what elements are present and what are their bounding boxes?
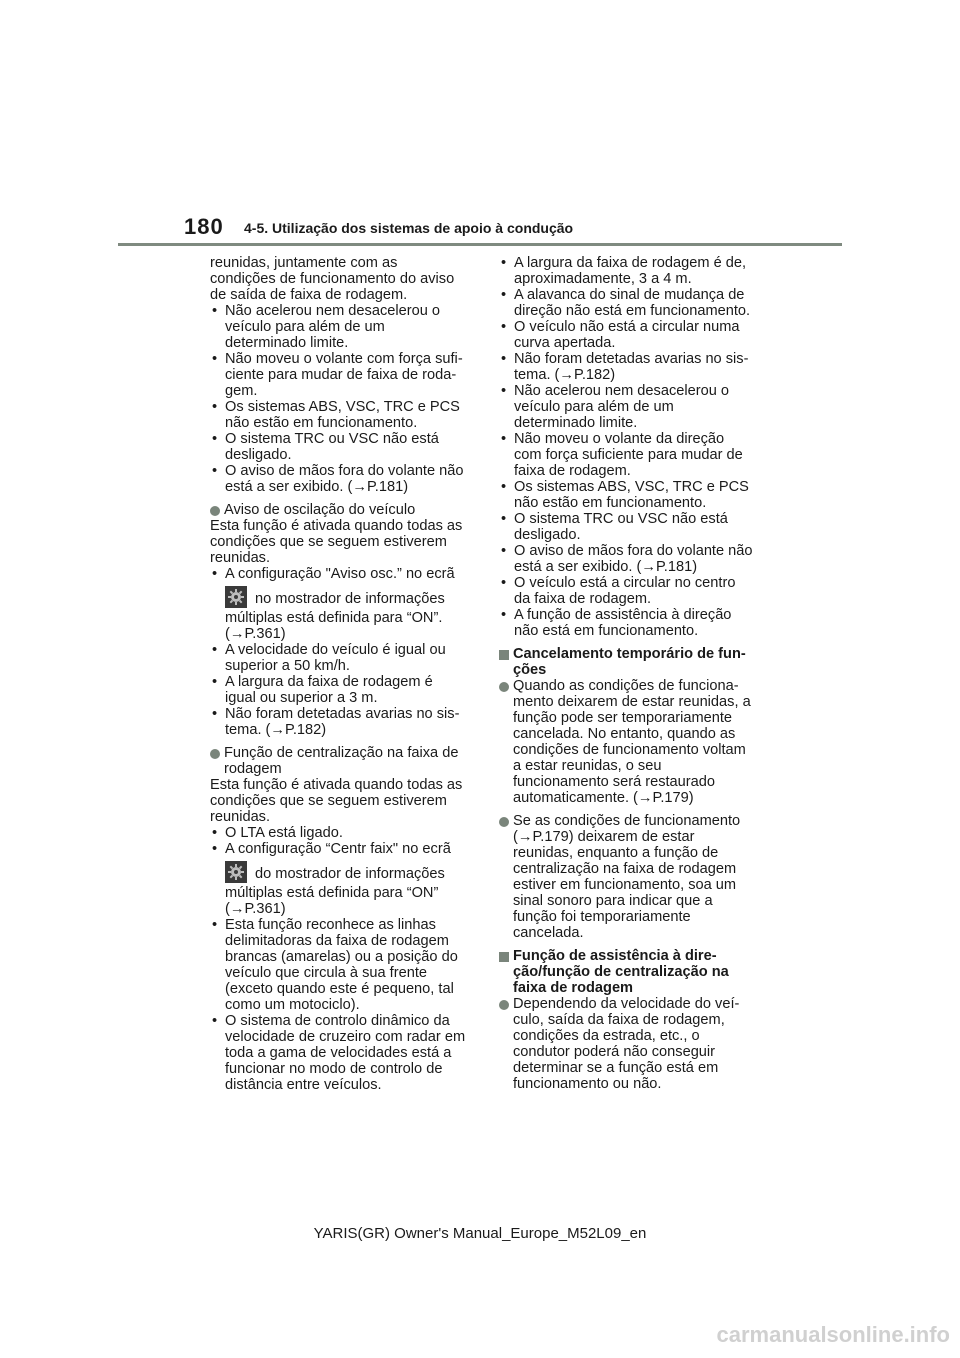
sway-setting-continuation: no mostrador de informações múltiplas está definida para “ON”. (→P.361) (225, 590, 445, 642)
centering-intro: Esta função é ativada quando todas as condições que se seguem estiverem reunidas. (210, 777, 463, 825)
list-item: • O sistema TRC ou VSC não está desligado. (210, 431, 466, 463)
steering-assist-heading: Função de assistência à direção/função de centralização na faixa de rodagem (499, 948, 755, 996)
list-item: • Os sistemas ABS, VSC, TRC e PCS não estão em funcionamento. (499, 479, 755, 511)
centering-setting-row (210, 863, 466, 917)
list-item: • Os sistemas ABS, VSC, TRC e PCS não estão em funcionamento. (210, 399, 466, 431)
right-column (499, 255, 755, 1092)
sway-setting-row (210, 588, 466, 642)
sway-warning-heading: Aviso de oscilação do veículo (210, 502, 466, 518)
list-item: • Não foram detetadas avarias no sistema. (→P.182) (499, 351, 755, 383)
list-item: • Esta função reconhece as linhas delimitadoras da faixa de rodagem brancas (amarelas) ou a posição do veículo que circula à sua frente (exceto quando este é pequeno, tal como um motociclo). (210, 917, 466, 1013)
list-item: • Não moveu o volante da direção com força suficiente para mudar de faixa de rodagem. (499, 431, 755, 479)
sway-intro: Esta função é ativada quando todas as condições que se seguem estiverem reunidas. (210, 518, 463, 566)
list-item: • O sistema de controlo dinâmico da velocidade de cruzeiro com radar em toda a gama de velocidades está a funcionar no modo de controlo de distância entre veículos. (210, 1013, 466, 1093)
watermark: carmanualsonline.info (716, 1322, 950, 1347)
centering-heading: Função de centralização na faixa de rodagem (210, 745, 466, 777)
list-item: • A largura da faixa de rodagem é de, aproximadamente, 3 a 4 m. (499, 255, 755, 287)
section-title: 4-5. Utilização dos sistemas de apoio à condução (244, 220, 574, 236)
header-divider (118, 243, 842, 246)
list-item: • A velocidade do veículo é igual ou superior a 50 km/h. (210, 642, 466, 674)
page-number: 180 (184, 214, 224, 239)
sway-setting-text: • A configuração "Aviso osc.” no ecrã (210, 566, 466, 582)
list-item: • A função de assistência à direção não está em funcionamento. (499, 607, 755, 639)
footer-manual-id: YARIS(GR) Owner's Manual_Europe_M52L09_en (313, 1225, 647, 1242)
gear-icon (225, 861, 247, 883)
gear-icon (225, 586, 247, 608)
list-item: • O veículo está a circular no centro da faixa de rodagem. (499, 575, 755, 607)
left-column (210, 255, 466, 1093)
list-item: • Não moveu o volante com força suficiente para mudar de faixa de rodagem. (210, 351, 466, 399)
list-item: • Não acelerou nem desacelerou o veículo para além de um determinado limite. (210, 303, 466, 351)
temporary-cancel-heading: Cancelamento temporário de funções (499, 646, 755, 678)
cancel-item: Se as condições de funcionamento (→P.179) deixarem de estar reunidas, enquanto a função de centralização na faixa de rodagem estiver em funcionamento, soa um sinal sonoro para indicar que a função foi temporariamente cancelada. (499, 813, 755, 941)
intro-paragraph: reunidas, juntamente com as condições de funcionamento do aviso de saída de faixa de rodagem. (210, 255, 455, 303)
centering-setting-text: • A configuração “Centr faix" no ecrã (210, 841, 466, 857)
list-item: • A alavanca do sinal de mudança de direção não está em funcionamento. (499, 287, 755, 319)
list-item: • O LTA está ligado. (210, 825, 466, 841)
cancel-item: Quando as condições de funcionamento deixarem de estar reunidas, a função pode ser temporariamente cancelada. No entanto, quando as condições de funcionamento voltam a estar reunidas, o seu funcionamento será restaurado automaticamente. (→P.179) (499, 678, 755, 806)
list-item: • O aviso de mãos fora do volante não está a ser exibido. (→P.181) (210, 463, 466, 495)
list-item: • O aviso de mãos fora do volante não está a ser exibido. (→P.181) (499, 543, 755, 575)
list-item: • Não foram detetadas avarias no sistema. (→P.182) (210, 706, 466, 738)
list-item: • A largura da faixa de rodagem é igual ou superior a 3 m. (210, 674, 466, 706)
list-item: • O sistema TRC ou VSC não está desligado. (499, 511, 755, 543)
steering-assist-item: Dependendo da velocidade do veículo, saída da faixa de rodagem, condições da estrada, etc., o condutor poderá não conseguir determinar se a função está em funcionamento ou não. (499, 996, 755, 1092)
centering-setting-continuation: do mostrador de informações múltiplas está definida para “ON” (→P.361) (225, 865, 445, 917)
list-item: • Não acelerou nem desacelerou o veículo para além de um determinado limite. (499, 383, 755, 431)
list-item: • O veículo não está a circular numa curva apertada. (499, 319, 755, 351)
